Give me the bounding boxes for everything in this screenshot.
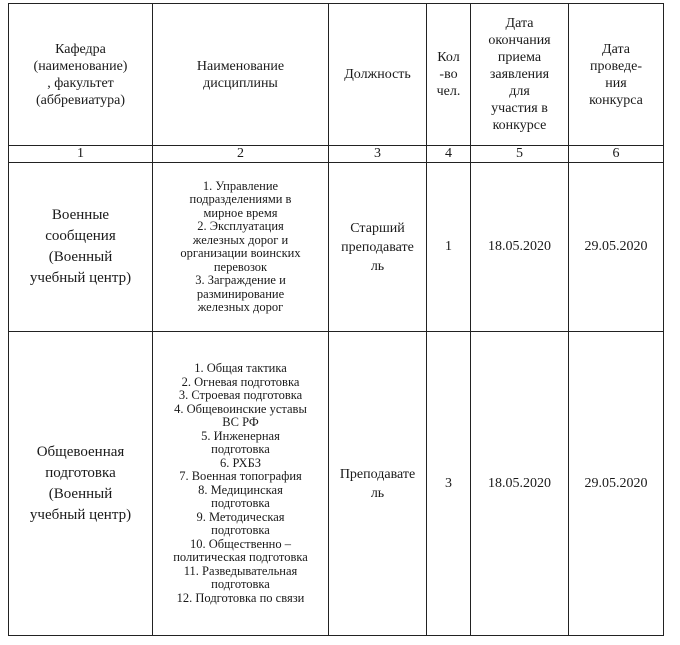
- deadline-cell: 18.05.2020: [471, 163, 569, 332]
- position-cell: Преподавате ль: [329, 332, 427, 636]
- header-position: Должность: [329, 4, 427, 146]
- column-number: 1: [9, 146, 153, 163]
- table-row: [9, 332, 664, 636]
- disciplines-cell: 1. Управление подразделениями в мирное время 2. Эксплуатация железных дорог и организации воинских перевозок 3. Заграждение и разминирование железных дорог: [153, 163, 329, 332]
- table-row: [9, 163, 664, 332]
- contest-date-cell: 29.05.2020: [569, 332, 664, 636]
- header-row: [9, 4, 664, 146]
- position-cell: Старший преподавате ль: [329, 163, 427, 332]
- column-number: 2: [153, 146, 329, 163]
- column-number: 4: [427, 146, 471, 163]
- column-number: 5: [471, 146, 569, 163]
- count-cell: 1: [427, 163, 471, 332]
- column-number-row: [9, 146, 664, 163]
- vacancy-table: [8, 3, 664, 636]
- disciplines-cell: 1. Общая тактика 2. Огневая подготовка 3. Строевая подготовка 4. Общевоинские уставы ВС РФ 5. Инженерная подготовка 6. РХБЗ 7. Военная топография 8. Медицинская подготовка 9. Методическая подготовка 10. Общественно – политическая подготовка 11. Разведывательная подготовка 12. Подготовка по связи: [153, 332, 329, 636]
- department-cell: Общевоенная подготовка (Военный учебный центр): [9, 332, 153, 636]
- header-department: Кафедра (наименование) , факультет (аббревиатура): [9, 4, 153, 146]
- column-number: 6: [569, 146, 664, 163]
- header-deadline: Дата окончания приема заявления для участия в конкурсе: [471, 4, 569, 146]
- column-number: 3: [329, 146, 427, 163]
- header-count: Кол -во чел.: [427, 4, 471, 146]
- header-discipline: Наименование дисциплины: [153, 4, 329, 146]
- header-contest-date: Дата проведе- ния конкурса: [569, 4, 664, 146]
- department-cell: Военные сообщения (Военный учебный центр): [9, 163, 153, 332]
- contest-date-cell: 29.05.2020: [569, 163, 664, 332]
- count-cell: 3: [427, 332, 471, 636]
- deadline-cell: 18.05.2020: [471, 332, 569, 636]
